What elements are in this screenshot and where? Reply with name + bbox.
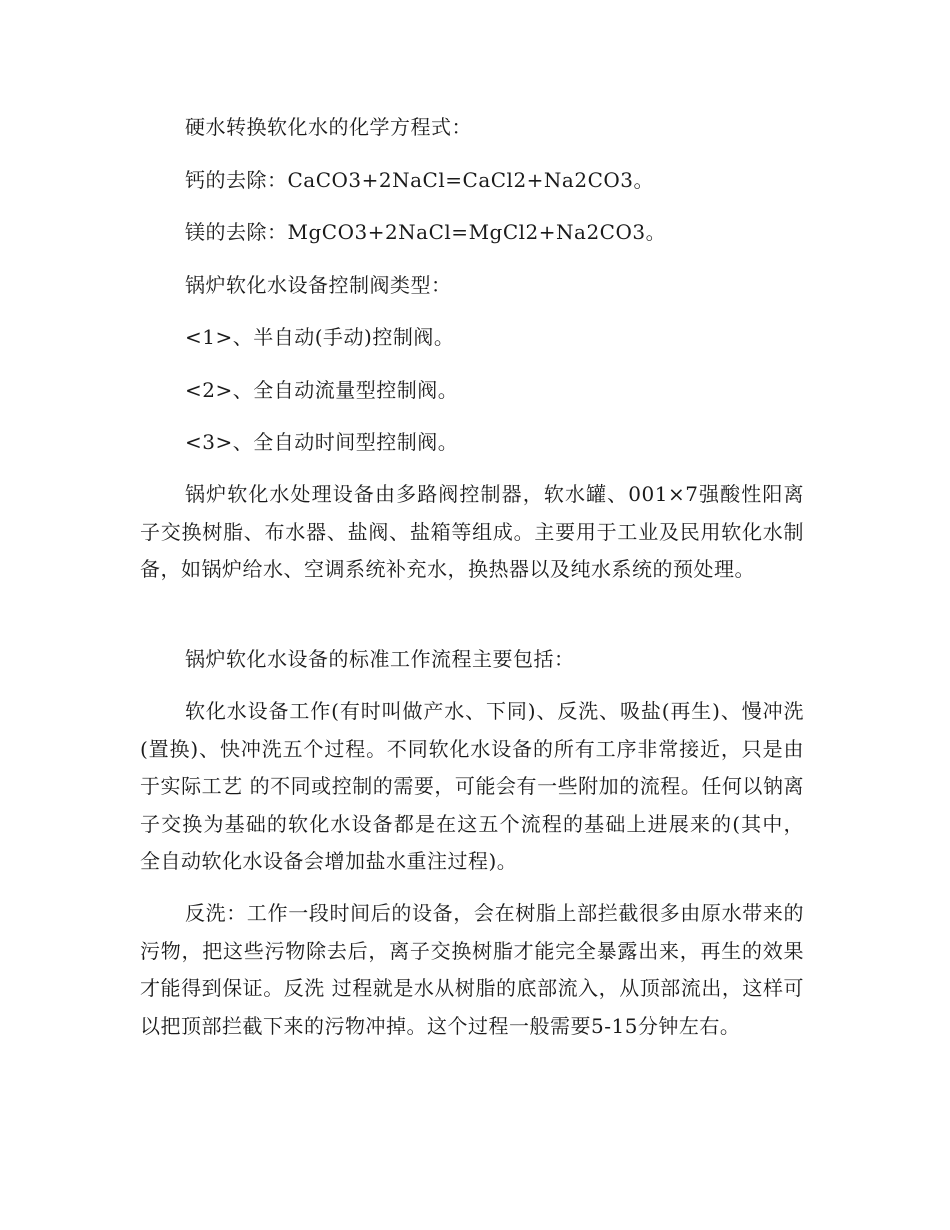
valve-type-1: <1>、半自动(手动)控制阀。 xyxy=(185,325,455,349)
magnesium-removal-equation: 镁的去除：MgCO3+2NaCl=MgCl2+Na2CO3。 xyxy=(185,220,667,244)
paragraph-equipment-composition: 锅炉软化水处理设备由多路阀控制器，软水罐、001×7强酸性阳离子交换树脂、布水器、盐阀、盐箱等组成。主要用于工业及民用软化水制备，如锅炉给水、空调系统补充水，换热器以及纯水系统的预处理。 xyxy=(140,482,804,581)
paragraph-workflow-intro: 锅炉软化水设备的标准工作流程主要包括： xyxy=(185,647,575,671)
valve-type-2: <2>、全自动流量型控制阀。 xyxy=(185,378,459,402)
heading-softening-equations: 硬水转换软化水的化学方程式： xyxy=(185,115,472,139)
paragraph-five-processes: 软化水设备工作(有时叫做产水、下同)、反洗、吸盐(再生)、慢冲洗(置换)、快冲洗五个过程。不同软化水设备的所有工序非常接近，只是由于实际工艺 的不同或控制的需要，可能会有一些附加的流程。任何以钠离子交换为基础的软化水设备都是在这五个流程的基础上进展来的(其中，全自动软化水设备会增加盐水重注过程)。 xyxy=(140,699,804,873)
valve-type-3: <3>、全自动时间型控制阀。 xyxy=(185,430,459,454)
calcium-removal-equation: 钙的去除：CaCO3+2NaCl=CaCl2+Na2CO3。 xyxy=(185,168,654,192)
paragraph-backwash: 反洗：工作一段时间后的设备，会在树脂上部拦截很多由原水带来的污物，把这些污物除去后，离子交换树脂才能完全暴露出来，再生的效果才能得到保证。反洗 过程就是水从树脂的底部流入，从顶部流出，这样可以把顶部拦截下来的污物冲掉。这个过程一般需要5-15分钟左右。 xyxy=(140,901,804,1038)
heading-control-valve-types: 锅炉软化水设备控制阀类型： xyxy=(185,273,452,297)
